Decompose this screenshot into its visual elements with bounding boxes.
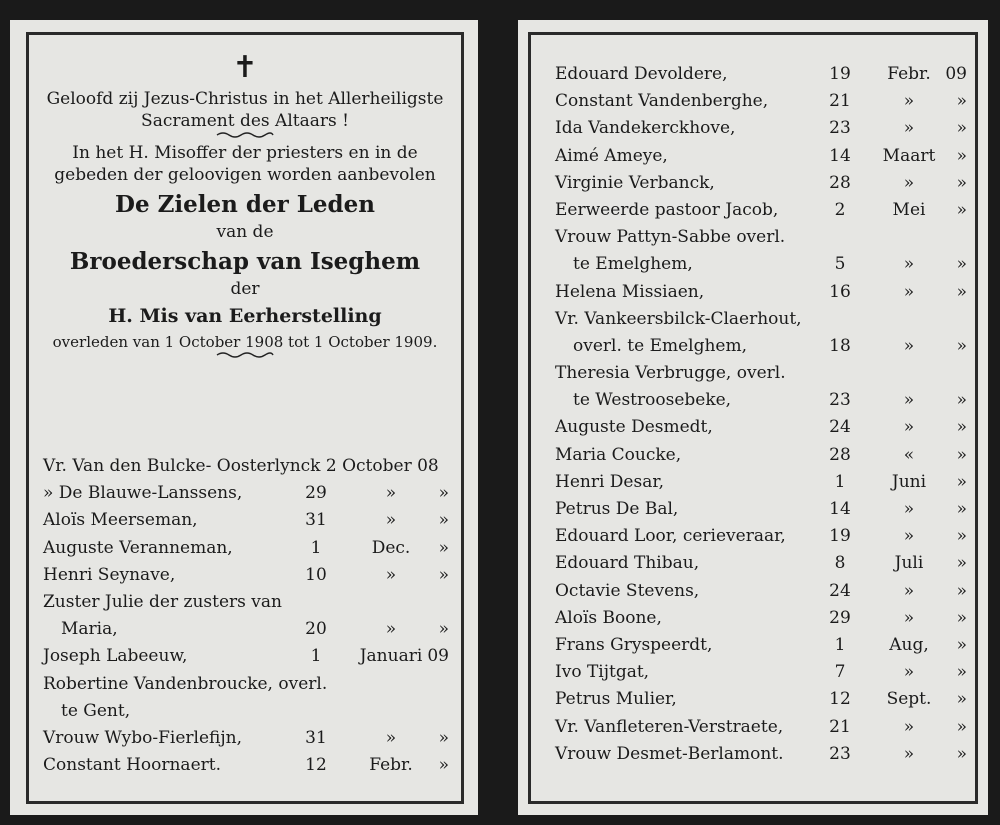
entry-row [555, 686, 967, 713]
entry-name: Helena Missiaen, [555, 281, 705, 302]
entry-month: Dec. [371, 537, 411, 558]
entry-day: 29 [829, 607, 851, 628]
entry-name: te Emelghem, [573, 254, 693, 275]
entry-month: » [903, 499, 915, 519]
entry-name: overl. te Emelghem, [573, 335, 748, 356]
entry-day: 31 [305, 510, 327, 531]
title: De Zielen der Leden [115, 191, 375, 218]
entry-day: 7 [834, 662, 846, 683]
entry-year: » [438, 755, 449, 776]
header-line-3: In het H. Misoffer der priesters en in de [72, 143, 418, 163]
left-page-border [26, 32, 464, 804]
right-page [518, 20, 988, 815]
entry-month: » [903, 662, 915, 683]
entry-month: » [903, 526, 915, 547]
entry-month: Febr. [887, 64, 931, 84]
entry-day: 10 [305, 564, 327, 585]
entry-day: 1 [310, 646, 322, 667]
entry-row [555, 115, 967, 142]
entry-name: Constant Vandenberghe, [555, 91, 769, 112]
entry-name: Henri Seynave, [43, 564, 176, 585]
entry-row [43, 698, 449, 725]
entry-name: Aimé Ameye, [555, 145, 668, 166]
entry-row [43, 725, 449, 752]
entry-name: Virginie Verbanck, [555, 172, 715, 193]
header-line-4: gebeden der geloovigen worden aanbevolen [54, 165, 436, 185]
entry-year: » [956, 390, 967, 411]
entry-row [555, 414, 967, 441]
entry-day: 2 [834, 199, 846, 220]
entry-name: Vr. Vanfleteren-Verstraete, [555, 716, 784, 737]
entry-name: Petrus Mulier, [555, 689, 677, 710]
entry-year: » [956, 689, 967, 710]
entry-name: Maria Coucke, [555, 444, 682, 465]
entry-year: » [438, 619, 449, 640]
left-entry-list [43, 453, 449, 779]
entry-year: » [956, 716, 967, 737]
entry-day: 1 [310, 537, 322, 558]
entry-day: 29 [305, 483, 327, 504]
entry-month: » [903, 172, 915, 193]
entry-year: » [956, 634, 967, 655]
entry-row [555, 387, 967, 414]
entry-month: Febr. [369, 755, 413, 776]
entry-year: » [438, 510, 449, 531]
entry-row [43, 562, 449, 589]
entry-year: » [438, 483, 449, 504]
entry-year: » [956, 526, 967, 547]
entry-row [555, 251, 967, 278]
entry-month: » [903, 281, 915, 302]
entry-name: Auguste Veranneman, [43, 537, 233, 558]
entry-year: » [956, 254, 967, 275]
header-line-2: Sacrament des Altaars ! [141, 111, 349, 131]
entry-year: » [956, 499, 967, 519]
entry-name: Ivo Tijtgat, [555, 662, 650, 683]
entry-month: Sept. [886, 689, 932, 710]
entry-month: » [903, 390, 915, 411]
entry-month: » [903, 91, 915, 112]
ornament-divider [200, 351, 290, 359]
left-page [10, 20, 478, 815]
entry-name: » De Blauwe-Lanssens, [43, 483, 243, 504]
entry-row [555, 279, 967, 306]
entry-name: Constant Hoornaert. [43, 755, 221, 776]
entry-row [555, 550, 967, 577]
entry-row [555, 333, 967, 360]
entry-row [43, 480, 449, 507]
entry-year: » [956, 118, 967, 139]
entry-name: Vr. Van den Bulcke- Oosterlynck 2 October 08 [43, 456, 439, 476]
entry-row [555, 61, 967, 88]
ornament-divider [215, 131, 275, 139]
entry-day: 12 [305, 755, 327, 776]
entry-month: » [385, 510, 397, 531]
entry-name: Robertine Vandenbroucke, overl. [43, 673, 328, 694]
entry-name: Joseph Labeeuw, [43, 646, 188, 667]
entry-month: Juni [891, 471, 927, 492]
entry-name: Petrus De Bal, [555, 499, 679, 519]
entry-day: 23 [829, 118, 851, 139]
entry-day: 14 [829, 145, 851, 166]
entry-year: » [956, 743, 967, 764]
entry-day: 28 [829, 444, 851, 465]
entry-year: » [956, 607, 967, 628]
right-entry-list [555, 61, 967, 768]
entry-year: » [438, 564, 449, 585]
entry-year: » [956, 199, 967, 220]
entry-row [555, 659, 967, 686]
entry-name: Edouard Loor, cerieveraar, [555, 526, 786, 547]
subtitle-van-de: van de [216, 222, 274, 242]
entry-month: Januari [359, 646, 423, 667]
entry-name: Edouard Thibau, [555, 553, 700, 574]
entry-row [555, 306, 967, 333]
entry-year: » [956, 145, 967, 166]
entry-year: » [956, 417, 967, 438]
entry-month: » [903, 417, 915, 438]
entry-row [555, 197, 967, 224]
entry-row [555, 170, 967, 197]
entry-name: Vrouw Desmet-Berlamont. [555, 743, 784, 764]
entry-row [555, 143, 967, 170]
entry-month: « [903, 444, 915, 465]
entry-year: » [956, 444, 967, 465]
entry-year: » [956, 91, 967, 112]
entry-month: Juli [894, 553, 924, 574]
entry-day: 1 [834, 471, 846, 492]
entry-day: 18 [829, 335, 851, 356]
entry-row [43, 453, 449, 480]
entry-row [555, 442, 967, 469]
entry-name: Eerweerde pastoor Jacob, [555, 199, 779, 220]
entry-year: 09 [427, 646, 449, 667]
entry-day: 1 [834, 634, 846, 655]
entry-month: » [385, 619, 397, 640]
entry-day: 14 [829, 499, 851, 519]
cross-icon: ✝ [232, 50, 258, 85]
brotherhood-name: Broederschap van Iseghem [69, 248, 421, 275]
entry-row [555, 605, 967, 632]
entry-day: 24 [829, 580, 851, 601]
entry-day: 19 [829, 64, 851, 84]
entry-row [555, 496, 967, 523]
period-line: overleden van 1 October 1908 tot 1 October 1909. [52, 333, 438, 351]
entry-name: Vr. Vankeersbilck-Claerhout, [555, 308, 802, 329]
entry-name: Vrouw Pattyn-Sabbe overl. [555, 227, 786, 248]
entry-year: » [956, 281, 967, 302]
entry-day: 16 [829, 281, 851, 302]
entry-row [555, 632, 967, 659]
entry-month: » [385, 483, 397, 504]
entry-row [43, 752, 449, 779]
entry-year: » [956, 335, 967, 356]
entry-year: » [956, 471, 967, 492]
entry-month: » [903, 716, 915, 737]
entry-name: Octavie Stevens, [555, 580, 700, 601]
entry-row [43, 589, 449, 616]
entry-day: 20 [305, 619, 327, 640]
right-page-border [528, 32, 978, 804]
entry-row [555, 523, 967, 550]
entry-name: Vrouw Wybo-Fierlefijn, [43, 727, 242, 748]
entry-month: » [903, 743, 915, 764]
entry-month: Maart [882, 145, 936, 166]
entry-name: Ida Vandekerckhove, [555, 118, 736, 139]
entry-row [43, 671, 449, 698]
subtitle-der: der [230, 279, 260, 299]
entry-day: 24 [829, 417, 851, 438]
entry-month: » [903, 607, 915, 628]
entry-year: 09 [945, 64, 967, 84]
entry-month: » [903, 335, 915, 356]
card-header [29, 50, 461, 359]
entry-name: Aloïs Boone, [555, 607, 662, 628]
entry-year: » [438, 537, 449, 558]
header-line-1: Geloofd zij Jezus-Christus in het Allerheiligste [46, 89, 444, 109]
entry-day: 21 [829, 91, 851, 112]
entry-day: 31 [305, 727, 327, 748]
entry-row [555, 714, 967, 741]
entry-name: Zuster Julie der zusters van [43, 591, 282, 612]
entry-year: » [956, 172, 967, 193]
entry-day: 28 [829, 172, 851, 193]
entry-day: 12 [829, 689, 851, 710]
entry-day: 5 [834, 254, 846, 275]
entry-month: » [385, 564, 397, 585]
entry-month: » [903, 254, 915, 275]
entry-row [43, 616, 449, 643]
entry-name: Aloïs Meerseman, [43, 510, 198, 531]
entry-row [555, 88, 967, 115]
entry-name: Edouard Devoldere, [555, 64, 728, 84]
entry-month: » [385, 727, 397, 748]
entry-row [555, 360, 967, 387]
entry-name: Maria, [61, 619, 118, 640]
entry-row [43, 643, 449, 670]
entry-day: 21 [829, 716, 851, 737]
entry-day: 8 [834, 553, 846, 574]
entry-day: 19 [829, 526, 851, 547]
entry-year: » [438, 727, 449, 748]
entry-name: Theresia Verbrugge, overl. [555, 363, 786, 384]
entry-year: » [956, 580, 967, 601]
entry-month: Aug, [889, 634, 929, 655]
mass-name: H. Mis van Eerherstelling [108, 305, 382, 327]
entry-row [555, 741, 967, 768]
entry-year: » [956, 553, 967, 574]
entry-row [555, 578, 967, 605]
entry-row [555, 469, 967, 496]
entry-name: Auguste Desmedt, [555, 417, 713, 438]
entry-row [43, 535, 449, 562]
entry-row [555, 224, 967, 251]
entry-day: 23 [829, 743, 851, 764]
entry-row [43, 507, 449, 534]
entry-name: Henri Desar, [555, 471, 665, 492]
entry-year: » [956, 662, 967, 683]
entry-month: » [903, 118, 915, 139]
entry-month: » [903, 580, 915, 601]
entry-day: 23 [829, 390, 851, 411]
entry-name: te Gent, [61, 700, 131, 721]
entry-name: Frans Gryspeerdt, [555, 634, 713, 655]
entry-month: Mei [892, 199, 926, 220]
entry-name: te Westroosebeke, [573, 390, 732, 411]
